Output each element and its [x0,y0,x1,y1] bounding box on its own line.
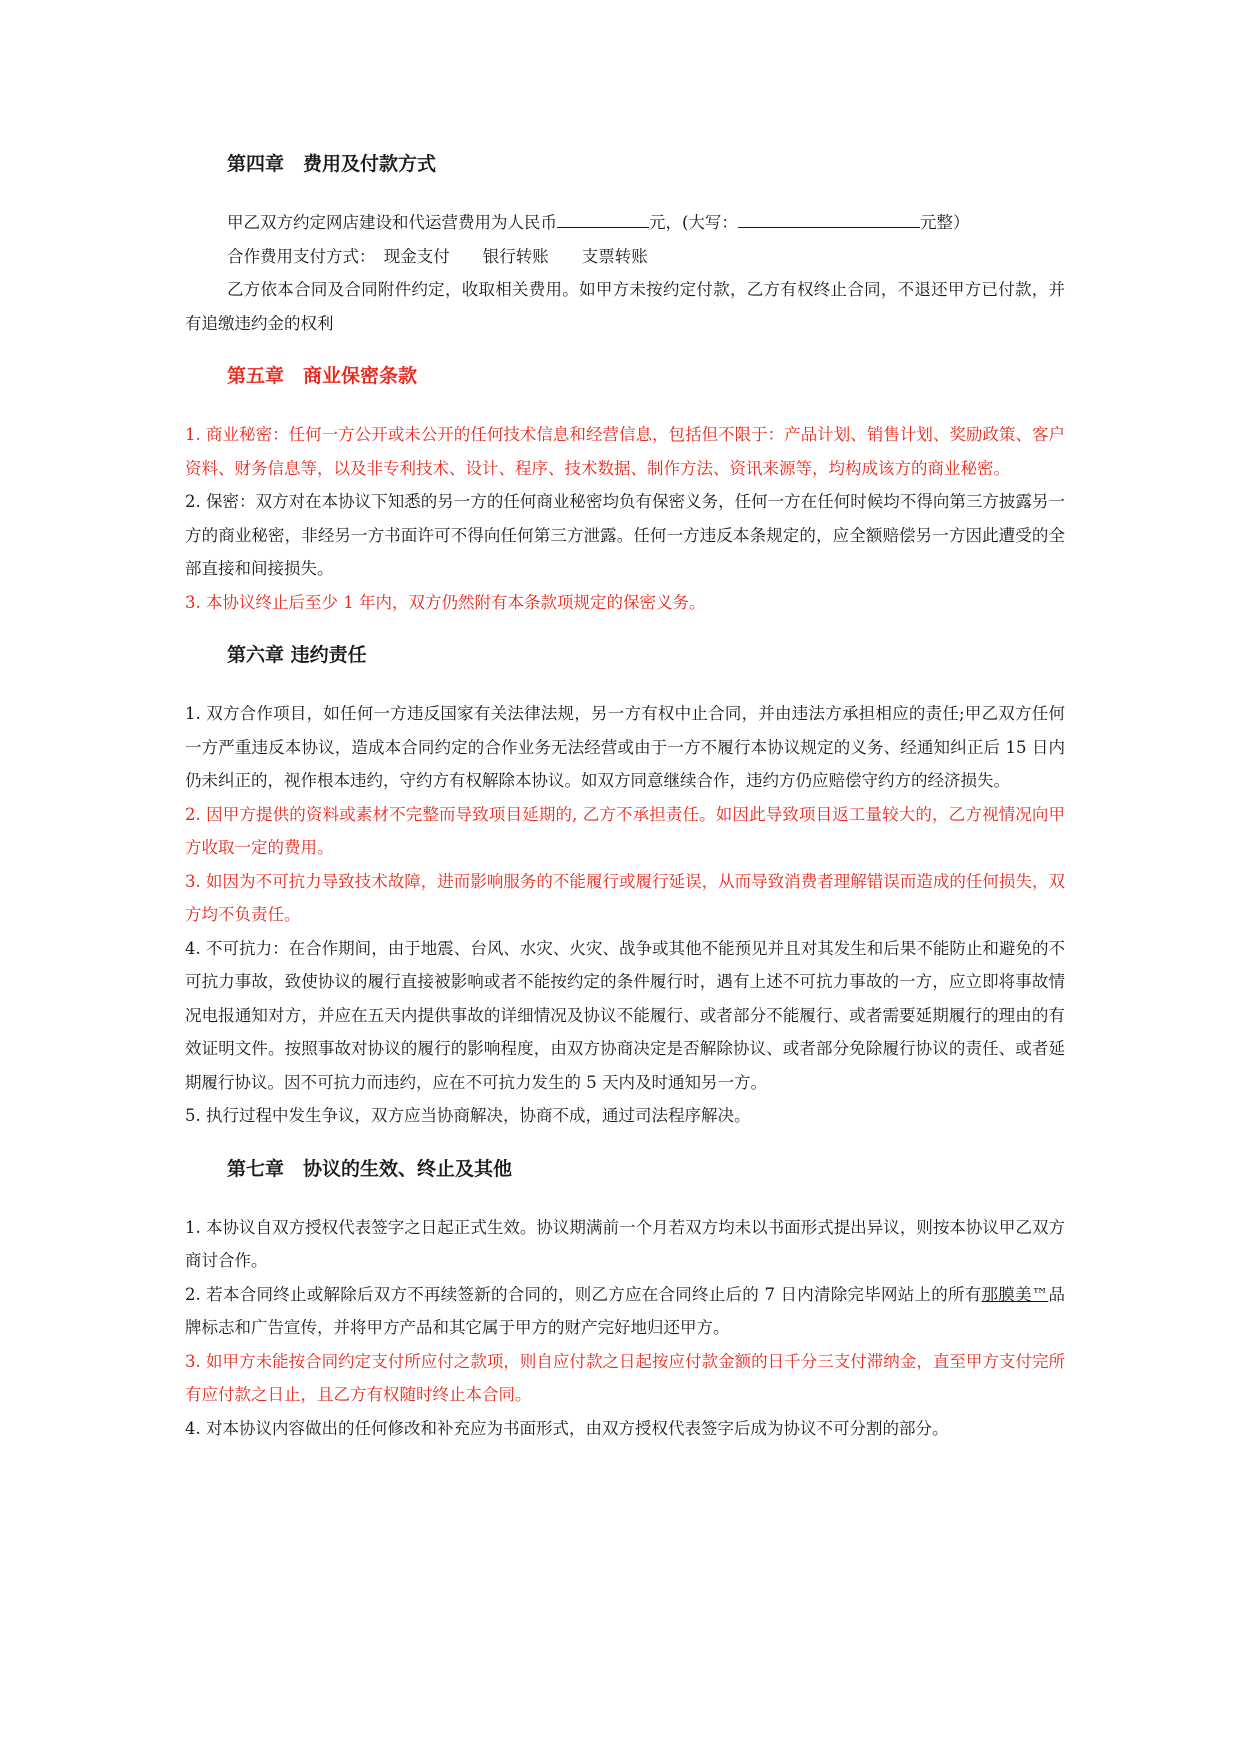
fee-suffix: 元整） [919,213,970,232]
chapter-4-title: 第四章 费用及付款方式 [227,153,437,175]
ch6-item: 3. 如因为不可抗力导致技术故障，进而影响服务的不能履行或履行延误，从而导致消费者理解错误而造成的任何损失，双方均不负责任。 [185,871,1065,924]
fee-uppercase-blank[interactable] [738,208,920,228]
chapter-5-title: 第五章 商业保密条款 [227,365,418,387]
ch6-item: 2. 因甲方提供的资料或素材不完整而导致项目延期的, 乙方不承担责任。如因此导致项目返工量较大的，乙方视情况向甲方收取一定的费用。 [185,804,1065,857]
ch7-item [185,1278,1065,1345]
payment-termination-clause: 乙方依本合同及合同附件约定，收取相关费用。如甲方未按约定付款，乙方有权终止合同，不退还甲方已付款，并有追缴违约金的权利 [185,280,1065,333]
ch7-item: 4. 对本协议内容做出的任何修改和补充应为书面形式，由双方授权代表签字后成为协议不可分割的部分。 [185,1418,949,1438]
ch5-item: 3. 本协议终止后至少 1 年内，双方仍然附有本条款项规定的保密义务。 [185,592,706,612]
chapter-6-title: 第六章 违约责任 [227,644,367,666]
fee-amount-blank[interactable] [557,208,649,228]
fee-prefix: 甲乙双方约定网店建设和代运营费用为人民币 [227,213,557,232]
ch5-item: 1. 商业秘密：任何一方公开或未公开的任何技术信息和经营信息，包括但不限于：产品计划、销售计划、奖励政策、客户资料、财务信息等，以及非专利技术、设计、程序、技术数据、制作方法、资讯来源等，均构成该方的商业秘密。 [185,425,1065,478]
chapter-7-title: 第七章 协议的生效、终止及其他 [227,1157,513,1180]
ch6-item: 1. 双方合作项目，如任何一方违反国家有关法律法规，另一方有权中止合同，并由违法方承担相应的责任;甲乙双方任何一方严重违反本协议，造成本合同约定的合作业务无法经营或由于一方不履行本协议规定的义务、经通知纠正后 15 日内仍未纠正的，视作根本违约，守约方有权解除本协议。如双方同意继续合作，违约方仍应赔偿守约方的经济损失。 [185,704,1065,790]
ch6-item: 4. 不可抗力：在合作期间，由于地震、台风、水灾、火灾、战争或其他不能预见并且对其发生和后果不能防止和避免的不可抗力事故，致使协议的履行直接被影响或者不能按约定的条件履行时，遇有上述不可抗力事故的一方，应立即将事故情况电报通知对方，并应在五天内提供事故的详细情况及协议不能履行、或者部分不能履行、或者需要延期履行的理由的有效证明文件。按照事故对协议的履行的影响程度，由双方协商决定是否解除协议、或者部分免除履行协议的责任、或者延期履行协议。因不可抗力而违约，应在不可抗力发生的 5 天内及时通知另一方。 [185,938,1065,1092]
fee-mid: 元，(大写： [649,213,738,232]
chapter-6 [185,641,1065,1133]
document-body [185,150,1065,1445]
ch6-item: 5. 执行过程中发生争议，双方应当协商解决，协商不成，通过司法程序解决。 [185,1106,751,1125]
ch7-item: 1. 本协议自双方授权代表签字之日起正式生效。协议期满前一个月若双方均未以书面形式提出异议，则按本协议甲乙双方商讨合作。 [185,1217,1065,1270]
ch7-item2-prefix: 2. 若本合同终止或解除后双方不再续签新的合同的，则乙方应在合同终止后的 7 日内清除完毕网站上的所有 [185,1284,982,1304]
chapter-7 [185,1155,1065,1446]
chapter-4 [185,150,1065,340]
payment-methods: 合作费用支付方式： 现金支付 银行转账 支票转账 [227,246,648,266]
fee-amount-line [185,206,1065,240]
ch5-item: 2. 保密：双方对在本协议下知悉的另一方的任何商业秘密均负有保密义务，任何一方在任何时候均不得向第三方披露另一方的商业秘密，非经另一方书面许可不得向任何第三方泄露。任何一方违反本条规定的，应全额赔偿另一方因此遭受的全部直接和间接损失。 [185,492,1065,578]
ch7-item2-suffix: 品牌标志和广告宣传，并将甲方产品和其它属于甲方的财产完好地归还甲方。 [185,1284,1066,1337]
brand-name: 那膜美™ [981,1284,1049,1304]
ch7-item: 3. 如甲方未能按合同约定支付所应付之款项，则自应付款之日起按应付款金额的日千分三支付滞纳金，直至甲方支付完所有应付款之日止，且乙方有权随时终止本合同。 [185,1351,1065,1404]
chapter-5 [185,362,1065,619]
